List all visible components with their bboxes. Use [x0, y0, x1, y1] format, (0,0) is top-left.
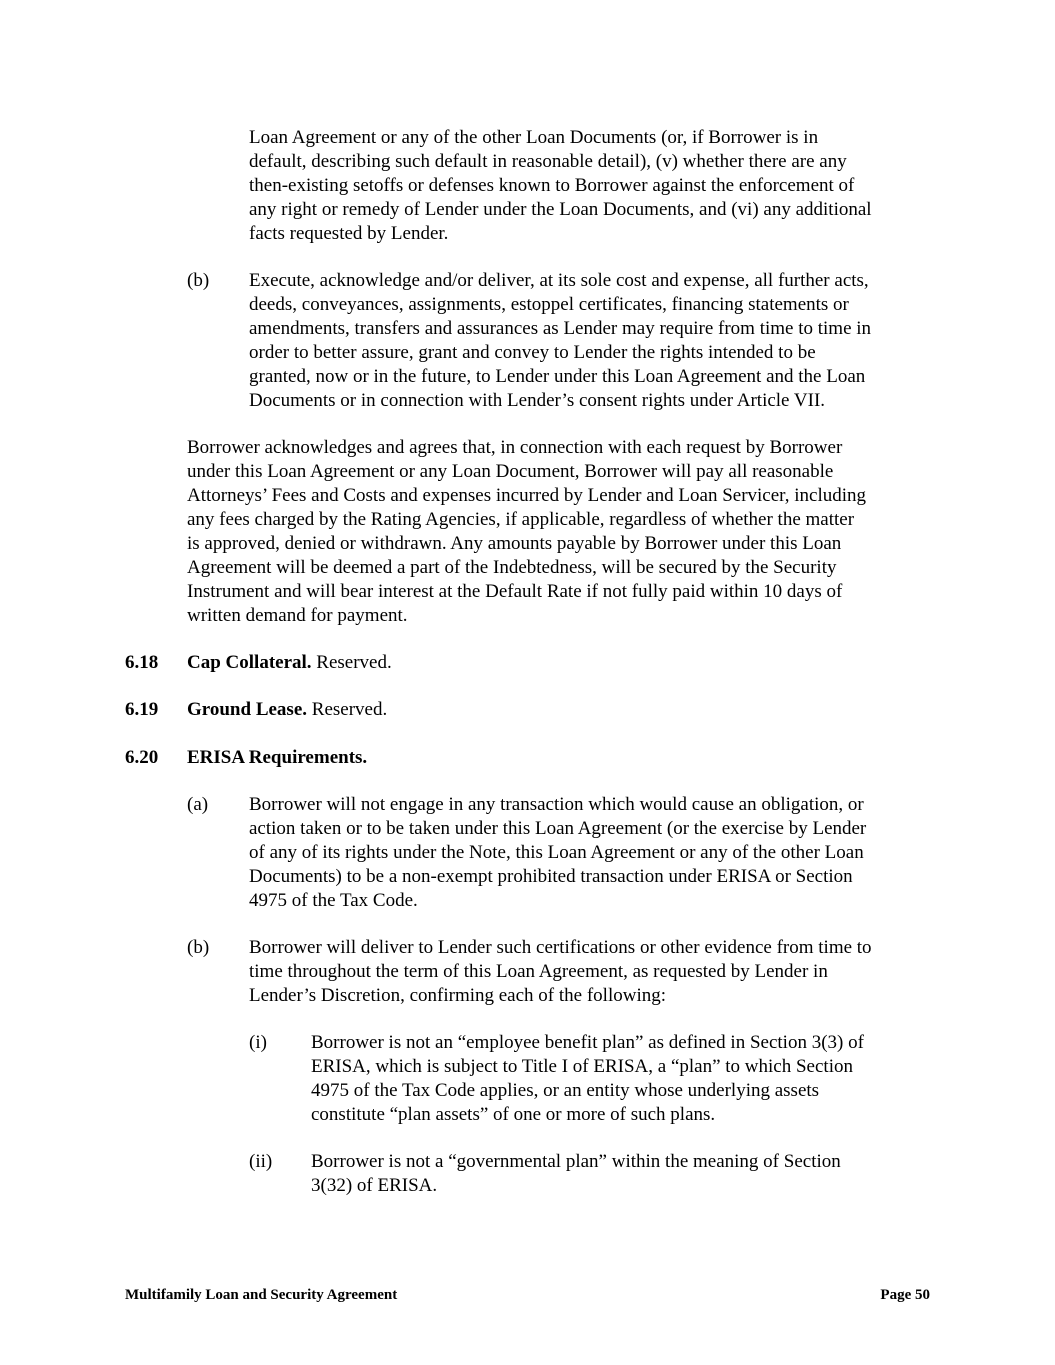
- text-line: Execute, acknowledge and/or deliver, at its sole cost and expense, all further acts,: [249, 270, 869, 291]
- text-line: written demand for payment.: [187, 605, 408, 626]
- text-line: action taken or to be taken under this Loan Agreement (or the exercise by Lender: [249, 818, 867, 839]
- text-line: Agreement will be deemed a part of the Indebtedness, will be secured by the Security: [187, 557, 837, 578]
- section-title: Ground Lease.: [187, 699, 308, 720]
- text-line: under this Loan Agreement or any Loan Document, Borrower will pay all reasonable: [187, 461, 834, 482]
- text-line: is approved, denied or withdrawn. Any amounts payable by Borrower under this Loan: [187, 533, 842, 554]
- erisa-b-i-label: (i): [249, 1032, 267, 1053]
- erisa-b-ii-paragraph: [311, 1150, 841, 1198]
- section-number: 6.18: [125, 652, 159, 673]
- text-line: 4975 of the Tax Code applies, or an entity whose underlying assets: [311, 1080, 820, 1101]
- text-line: Loan Agreement or any of the other Loan Documents (or, if Borrower is in: [249, 127, 819, 148]
- text-line: any right or remedy of Lender under the Loan Documents, and (vi) any additional: [249, 199, 872, 220]
- erisa-b-paragraph: [249, 936, 872, 1008]
- section-618-heading: [187, 651, 392, 675]
- text-line: Borrower will not engage in any transaction which would cause an obligation, or: [249, 794, 864, 815]
- text-line: Borrower is not a “governmental plan” within the meaning of Section: [311, 1151, 841, 1172]
- fees-paragraph: [187, 436, 866, 628]
- section-620-heading: ERISA Requirements.: [187, 747, 368, 768]
- text-line: any fees charged by the Rating Agencies, if applicable, regardless of whether the matter: [187, 509, 855, 530]
- text-line: Borrower will deliver to Lender such certifications or other evidence from time to: [249, 937, 872, 958]
- text-line: Instrument and will bear interest at the Default Rate if not fully paid within 10 days of: [187, 581, 843, 602]
- text-line: Lender’s Discretion, confirming each of the following:: [249, 985, 666, 1006]
- erisa-b-ii-label: (ii): [249, 1151, 273, 1172]
- text-line: granted, now or in the future, to Lender under this Loan Agreement and the Loan: [249, 366, 866, 387]
- text-line: of any of its rights under the Note, this Loan Agreement or any of the other Loan: [249, 842, 864, 863]
- text-line: deeds, conveyances, assignments, estoppel certificates, financing statements or: [249, 294, 849, 315]
- footer-page-number: Page 50: [880, 1287, 930, 1303]
- text-line: Attorneys’ Fees and Costs and expenses incurred by Lender and Loan Servicer, including: [187, 485, 866, 506]
- text-line: Borrower is not an “employee benefit plan” as defined in Section 3(3) of: [311, 1032, 864, 1053]
- section-title: Cap Collateral.: [187, 652, 312, 673]
- item-b-paragraph: [249, 269, 871, 413]
- section-text: Reserved.: [307, 699, 388, 720]
- erisa-b-i-paragraph: [311, 1031, 864, 1127]
- text-line: 3(32) of ERISA.: [311, 1175, 438, 1196]
- text-line: order to better assure, grant and convey to Lender the rights intended to be: [249, 342, 816, 363]
- footer-title: Multifamily Loan and Security Agreement: [125, 1287, 398, 1303]
- erisa-b-label: (b): [187, 937, 210, 958]
- erisa-a-label: (a): [187, 794, 209, 815]
- erisa-a-paragraph: [249, 793, 866, 913]
- section-619-heading: [187, 698, 387, 722]
- text-line: default, describing such default in reasonable detail), (v) whether there are any: [249, 151, 847, 172]
- section-text: Reserved.: [311, 652, 392, 673]
- text-line: Documents or in connection with Lender’s consent rights under Article VII.: [249, 390, 826, 411]
- text-line: constitute “plan assets” of one or more of such plans.: [311, 1104, 716, 1125]
- text-line: amendments, transfers and assurances as Lender may require from time to time in: [249, 318, 872, 339]
- section-number: 6.19: [125, 699, 159, 720]
- text-line: ERISA, which is subject to Title I of ERISA, a “plan” to which Section: [311, 1056, 853, 1077]
- text-line: 4975 of the Tax Code.: [249, 890, 418, 911]
- item-b-label: (b): [187, 270, 210, 291]
- text-line: Documents) to be a non-exempt prohibited transaction under ERISA or Section: [249, 866, 853, 887]
- section-number: 6.20: [125, 747, 159, 768]
- text-line: then-existing setoffs or defenses known to Borrower against the enforcement of: [249, 175, 855, 196]
- continuation-paragraph: [249, 126, 872, 246]
- text-line: Borrower acknowledges and agrees that, in connection with each request by Borrower: [187, 437, 843, 458]
- text-line: facts requested by Lender.: [249, 223, 449, 244]
- text-line: time throughout the term of this Loan Agreement, as requested by Lender in: [249, 961, 828, 982]
